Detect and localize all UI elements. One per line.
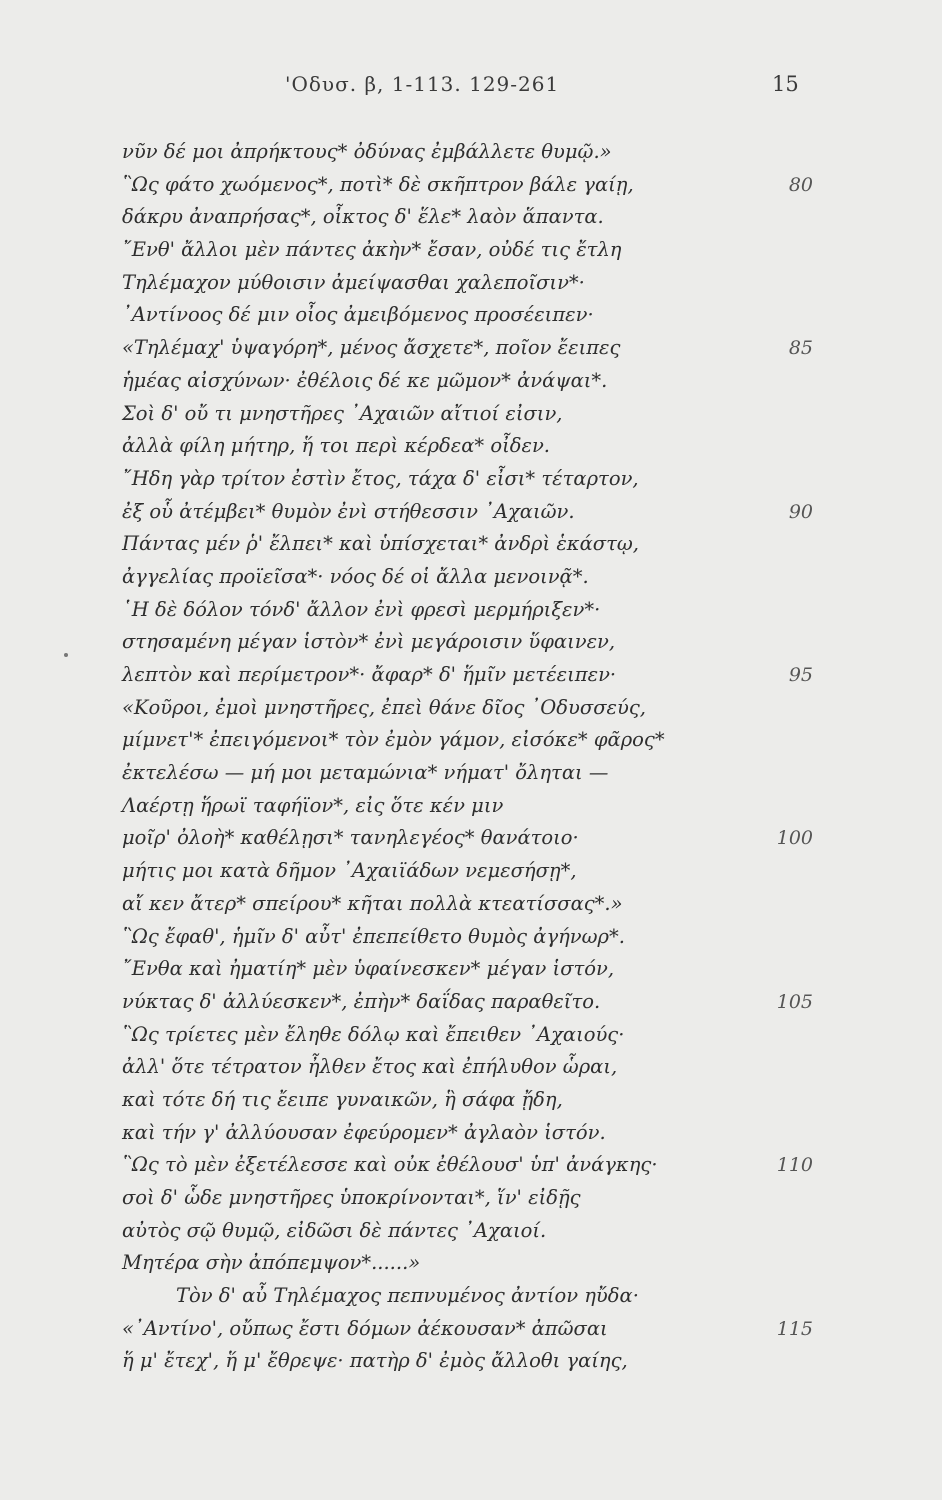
line-number: 90 <box>788 500 813 523</box>
line-number: 100 <box>776 827 813 850</box>
verse-line <box>0 855 942 888</box>
verse-line <box>0 724 942 757</box>
verse-line <box>0 921 942 954</box>
verse-line <box>0 953 942 986</box>
line-number: 80 <box>788 173 813 196</box>
verse-line-text: ῎Ενθ' ἄλλοι μὲν πάντες ἀκὴν* ἔσαν, οὐδέ τις ἔτλη <box>122 238 622 262</box>
verse-line-text: Πάντας μέν ῥ' ἔλπει* καὶ ὑπίσχεται* ἀνδρὶ ἑκάστῳ, <box>122 532 639 556</box>
verse-line <box>0 1182 942 1215</box>
verse-line <box>0 626 942 659</box>
verse-line <box>0 1280 942 1313</box>
verse-line-text: δάκρυ ἀναπρήσας*, οἶκτος δ' ἕλε* λαὸν ἅπαντα. <box>122 205 604 229</box>
verse-line <box>0 692 942 725</box>
verse-line-text: λεπτὸν καὶ περίμετρον*· ἄφαρ* δ' ἥμῖν μετέειπεν· <box>122 663 617 686</box>
verse-line-text: σοὶ δ' ὧδε μνηστῆρες ὑποκρίνονται*, ἵν' εἰδῇς <box>122 1186 581 1209</box>
verse-line <box>0 1345 942 1378</box>
verse-line-text: ῎Ηδη γὰρ τρίτον ἐστὶν ἔτος, τάχα δ' εἶσι* τέταρτον, <box>122 466 639 490</box>
verse-line <box>0 528 942 561</box>
verse-line-text: στησαμένη μέγαν ἱστὸν* ἐνὶ μεγάροισιν ὕφαινεν, <box>122 630 616 654</box>
verse-line-text: ῝Ως τρίετες μὲν ἔληθε δόλῳ καὶ ἔπειθεν ᾿Αχαιούς· <box>122 1022 625 1046</box>
verse-line <box>0 757 942 790</box>
verse-line <box>0 594 942 627</box>
verse-line-text: ἐξ οὗ ἀτέμβει* θυμὸν ἐνὶ στήθεσσιν ᾿Αχαιῶν. <box>122 499 575 523</box>
verse-line <box>0 1149 942 1182</box>
verse-line-text: νύκτας δ' ἀλλύεσκεν*, ἐπὴν* δαΐδας παραθεῖτο. <box>122 989 601 1013</box>
verse-line <box>0 496 942 529</box>
verse-line-text: «Τηλέμαχ' ὑψαγόρη*, μένος ἄσχετε*, ποῖον ἔειπες <box>122 336 621 360</box>
verse-line <box>0 1019 942 1052</box>
verse-line-text: αὐτὸς σῷ θυμῷ, εἰδῶσι δὲ πάντες ᾿Αχαιοί. <box>122 1218 547 1242</box>
verse-line <box>0 430 942 463</box>
verse-line-text: Τηλέμαχον μύθοισιν ἀμείψασθαι χαλεποῖσιν*· <box>122 270 585 294</box>
verse-line-text: Τὸν δ' αὖ Τηλέμαχος πεπνυμένος ἀντίον ηὔδα· <box>176 1284 639 1308</box>
verse-line-text: μήτις μοι κατὰ δῆμον ᾿Αχαιϊάδων νεμεσήσῃ*, <box>122 859 577 883</box>
verse-line-text: ἀλλὰ φίλη μήτηρ, ἥ τοι περὶ κέρδεα* οἶδεν. <box>122 434 551 458</box>
verse-line-text: ῾Η δὲ δόλον τόνδ' ἄλλον ἐνὶ φρεσὶ μερμήριξεν*· <box>122 597 601 621</box>
verse-line-text: ῝Ως φάτο χωόμενος*, ποτὶ* δὲ σκῆπτρον βάλε γαίῃ, <box>122 172 634 196</box>
verse-line <box>0 561 942 594</box>
verse-line-text: «᾿Αντίνο', οὔπως ἔστι δόμων ἀέκουσαν* ἀπῶσαι <box>122 1316 608 1340</box>
line-number: 115 <box>776 1317 813 1340</box>
verse-line-text: ῝Ως τὸ μὲν ἐξετέλεσσε καὶ οὐκ ἐθέλουσ' ὑπ' ἀνάγκης· <box>122 1153 658 1177</box>
verse-line-text: ᾿Αντίνοος δέ μιν οἶος ἀμειβόμενος προσέειπεν· <box>122 303 594 327</box>
verse-line <box>0 365 942 398</box>
verse-text <box>0 136 942 1378</box>
verse-line <box>0 332 942 365</box>
verse-line-text: ῝Ως ἔφαθ', ἡμῖν δ' αὖτ' ἐπεπείθετο θυμὸς ἀγήνωρ*. <box>122 924 625 948</box>
verse-line <box>0 1051 942 1084</box>
verse-line <box>0 888 942 921</box>
line-number: 95 <box>788 664 813 686</box>
page-number: 15 <box>772 72 799 96</box>
verse-line <box>0 659 942 692</box>
verse-line <box>0 1117 942 1150</box>
verse-line-text: ῎Ενθα καὶ ἠματίη* μὲν ὑφαίνεσκεν* μέγαν ἱστόν, <box>122 957 615 981</box>
line-number: 85 <box>788 337 813 360</box>
verse-line-text: ἀλλ' ὅτε τέτρατον ἦλθεν ἔτος καὶ ἐπήλυθον ὧραι, <box>122 1055 618 1079</box>
verse-line <box>0 1313 942 1346</box>
verse-line-text: Μητέρα σὴν ἀπόπεμψον*......» <box>122 1251 421 1275</box>
page-header <box>0 66 942 106</box>
verse-line-text: ἐκτελέσω — μή μοι μεταμώνια* νήματ' ὄληται — <box>122 761 609 785</box>
verse-line <box>0 267 942 300</box>
verse-line <box>0 398 942 431</box>
running-head: 'Οδυσ. β, 1-113. 129-261 <box>285 72 560 96</box>
verse-line <box>0 169 942 202</box>
verse-line-text: καὶ τήν γ' ἀλλύουσαν ἐφεύρομεν* ἀγλαὸν ἱστόν. <box>122 1120 606 1144</box>
verse-line <box>0 986 942 1019</box>
verse-line-text: μοῖρ' ὀλοὴ* καθέλῃσι* τανηλεγέος* θανάτοιο· <box>122 826 579 850</box>
verse-line <box>0 1215 942 1248</box>
verse-line-text: «Κοῦροι, ἐμοὶ μνηστῆρες, ἐπεὶ θάνε δῖος ᾿Οδυσσεύς, <box>122 695 646 719</box>
verse-line-text: Σοὶ δ' οὔ τι μνηστῆρες ᾿Αχαιῶν αἴτιοί εἰσιν, <box>122 401 563 425</box>
verse-line <box>0 463 942 496</box>
verse-line <box>0 136 942 169</box>
line-number: 105 <box>776 990 813 1013</box>
verse-line <box>0 1247 942 1280</box>
verse-line-text: ἀγγελίας προϊεῖσα*· νόος δέ οἱ ἄλλα μενοινᾷ*. <box>122 564 589 588</box>
verse-line <box>0 234 942 267</box>
verse-line <box>0 822 942 855</box>
verse-line <box>0 299 942 332</box>
verse-line-text: καὶ τότε δή τις ἔειπε γυναικῶν, ἣ σάφα ᾔδη, <box>122 1087 563 1111</box>
verse-line <box>0 201 942 234</box>
verse-line-text: ἥ μ' ἔτεχ', ἥ μ' ἔθρεψε· πατὴρ δ' ἐμὸς ἄλλοθι γαίης, <box>122 1349 628 1373</box>
verse-line-text: νῦν δέ μοι ἀπρήκτους* ὀδύνας ἐμβάλλετε θυμῷ.» <box>122 140 612 163</box>
verse-line-text: Λαέρτῃ ἥρωϊ ταφήϊον*, εἰς ὅτε κέν μιν <box>122 793 504 817</box>
verse-line <box>0 790 942 823</box>
verse-line <box>0 1084 942 1117</box>
verse-line-text: αἴ κεν ἄτερ* σπείρου* κῆται πολλὰ κτεατίσσας*.» <box>122 891 623 915</box>
line-number: 110 <box>776 1154 813 1177</box>
verse-line-text: ἡμέας αἰσχύνων· ἐθέλοις δέ κε μῶμον* ἀνάψαι*. <box>122 368 608 392</box>
verse-line-text: μίμνετ'* ἐπειγόμενοι* τὸν ἐμὸν γάμον, εἰσόκε* φᾶρος* <box>122 728 665 752</box>
